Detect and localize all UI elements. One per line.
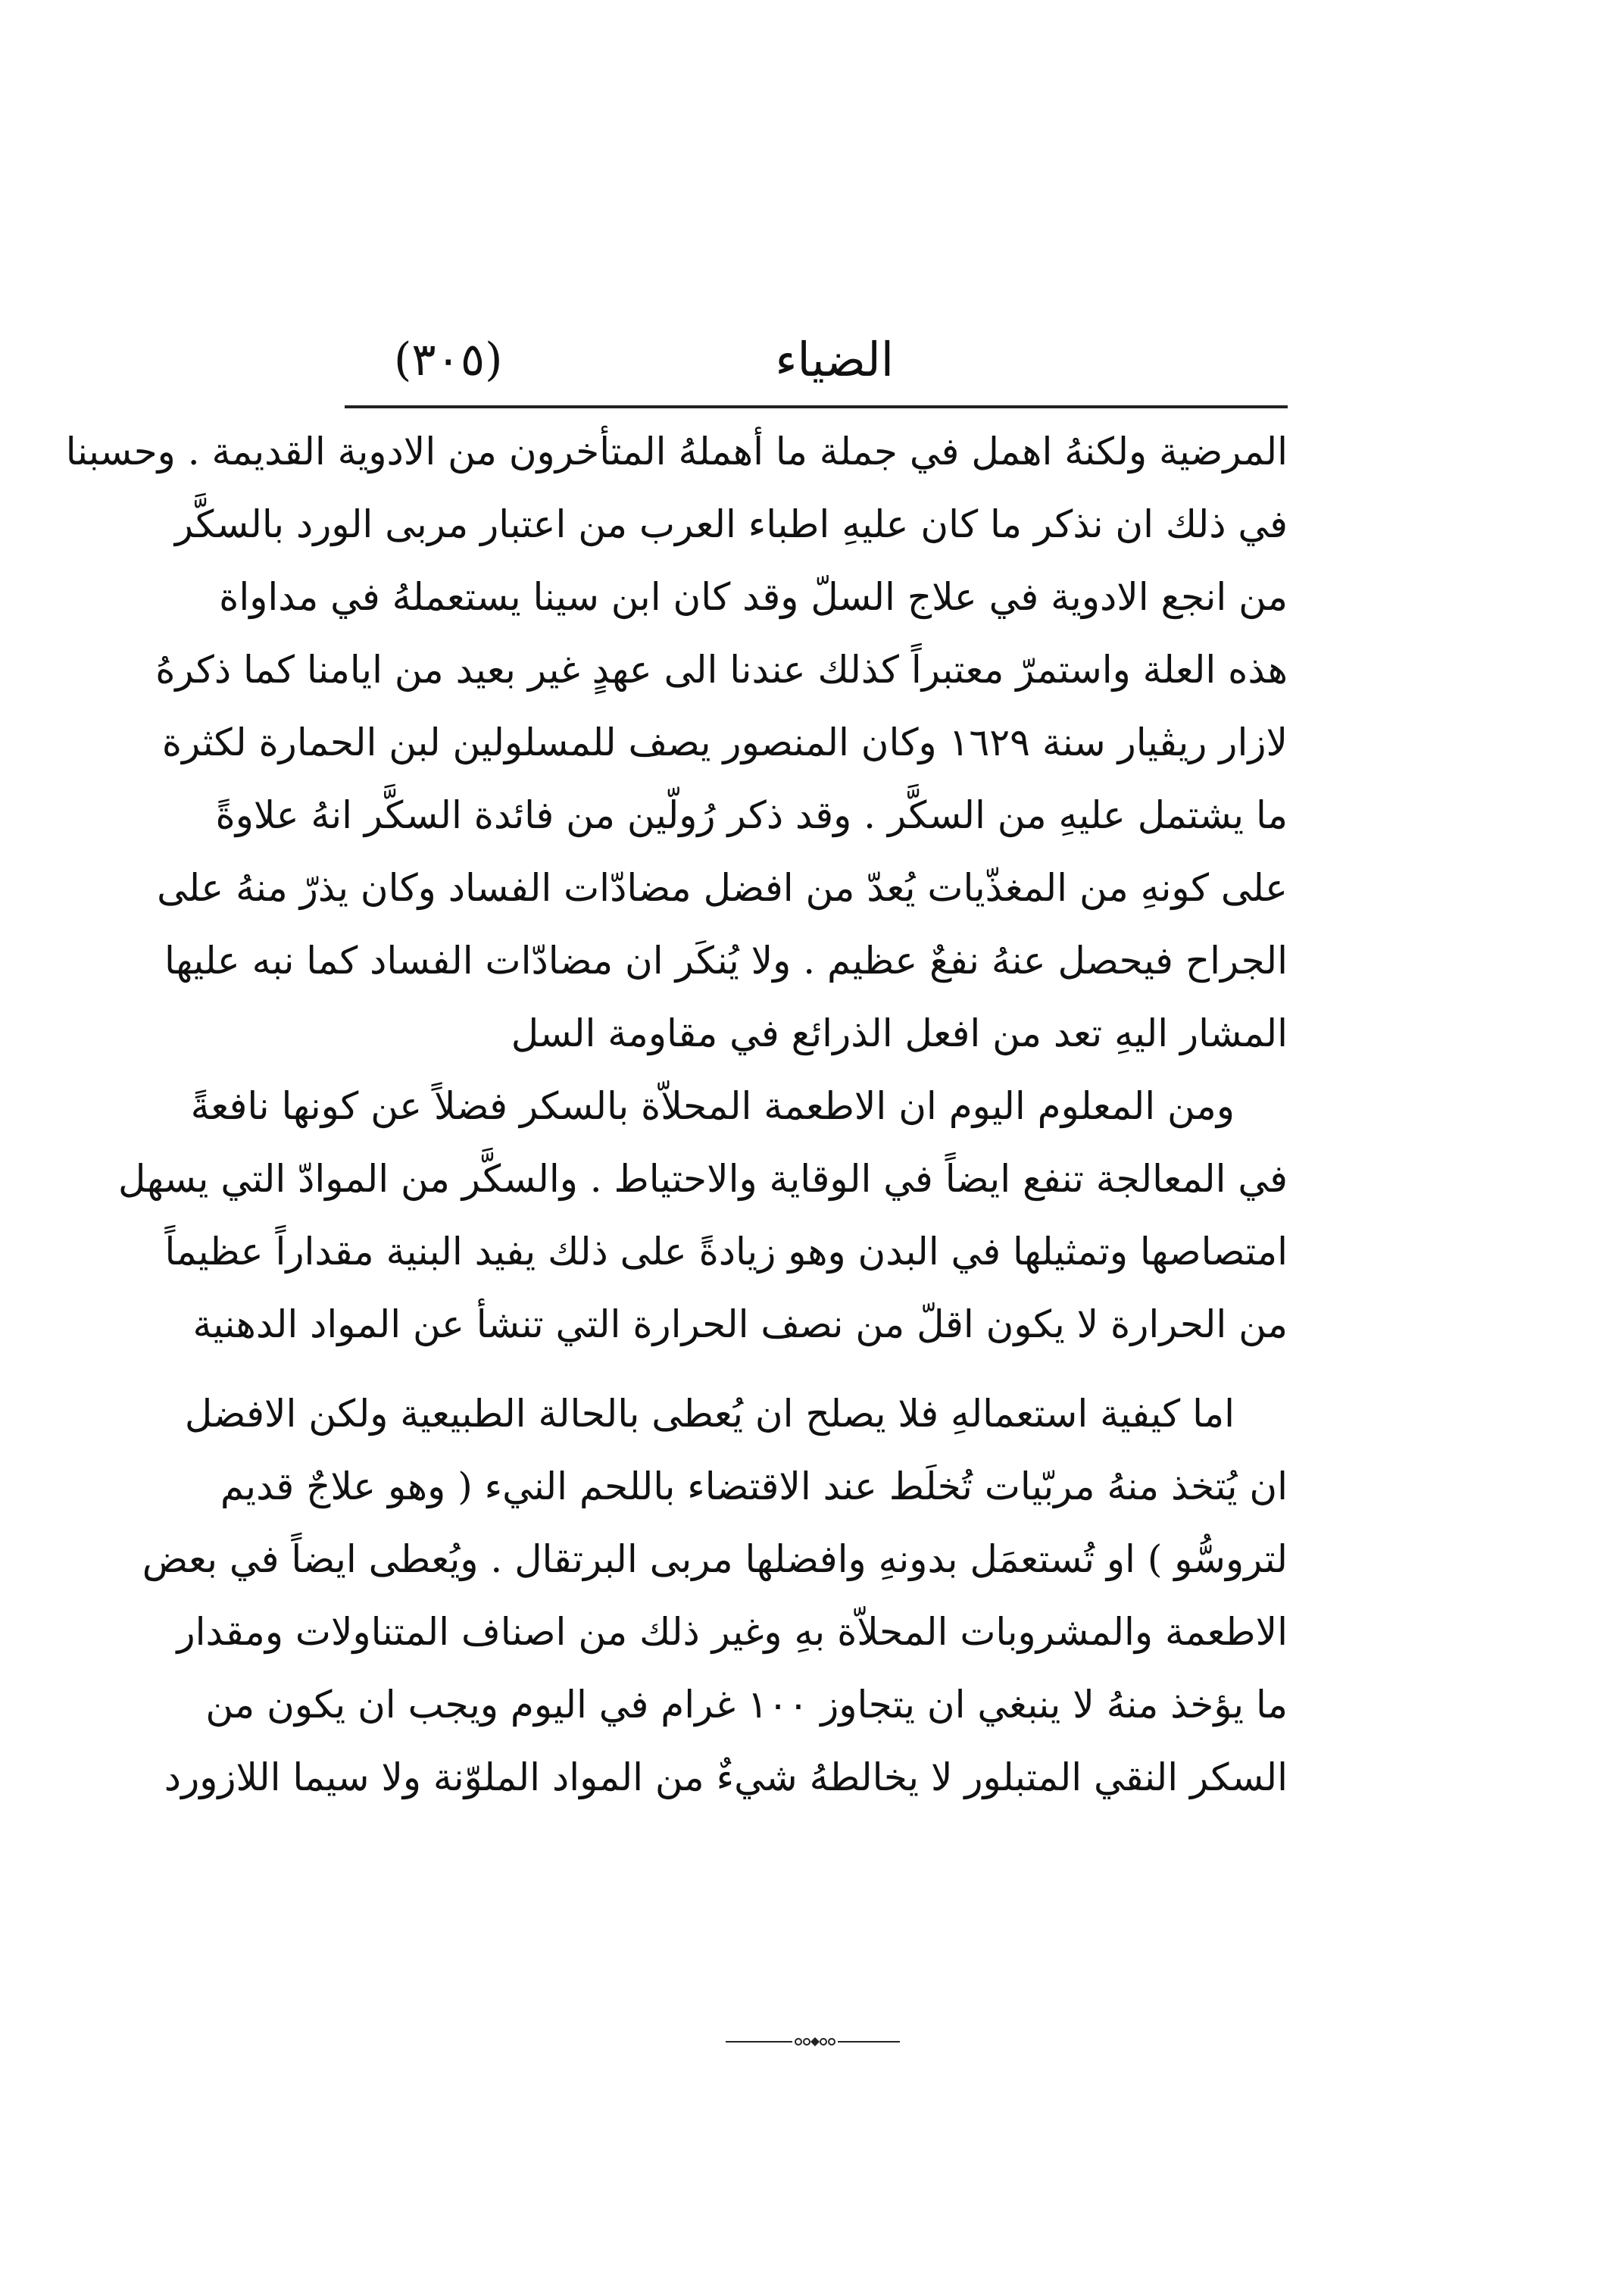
text-line: المرضية ولكنهُ اهمل في جملة ما أهملهُ المتأخرون من الادوية القديمة . وحسبنا: [65, 430, 1288, 474]
text-line: ما يؤخذ منهُ لا ينبغي ان يتجاوز ١٠٠ غرام في اليوم ويجب ان يكون من: [205, 1683, 1288, 1727]
paragraph-3: [142, 1377, 1288, 1814]
text-line: في المعالجة تنفع ايضاً في الوقاية والاحتياط . والسكَّر من الموادّ التي يسهل: [118, 1157, 1288, 1201]
text-line: لتروسُّو ) او تُستعمَل بدونهِ وافضلها مربى البرتقال . ويُعطى ايضاً في بعض: [142, 1537, 1288, 1581]
end-of-section-ornament: [726, 2034, 900, 2049]
header-rule: [345, 405, 1288, 408]
paragraph-2: [118, 1070, 1288, 1361]
text-line: على كونهِ من المغذّيات يُعدّ من افضل مضادّات الفساد وكان يذرّ منهُ على: [157, 866, 1288, 910]
running-title: الضياء: [775, 332, 894, 387]
text-line: المشار اليهِ تعد من افعل الذرائع في مقاومة السل: [511, 1011, 1288, 1055]
text-line: الجراح فيحصل عنهُ نفعٌ عظيم . ولا يُنكَر ان مضادّات الفساد كما نبه عليها: [164, 939, 1288, 983]
page-number: (٣٠٥): [394, 333, 503, 386]
body-text: [65, 415, 1288, 1814]
text-line: في ذلك ان نذكر ما كان عليهِ اطباء العرب من اعتبار مربى الورد بالسكَّر: [174, 502, 1288, 546]
text-line: السكر النقي المتبلور لا يخالطهُ شيءٌ من المواد الملوّنة ولا سيما اللازورد: [164, 1755, 1288, 1799]
text-line: من الحرارة لا يكون اقلّ من نصف الحرارة التي تنشأ عن المواد الدهنية: [192, 1302, 1288, 1346]
paragraph-gap: [345, 1361, 1288, 1377]
text-line: امتصاصها وتمثيلها في البدن وهو زيادةً على ذلك يفيد البنية مقداراً عظيماً: [164, 1230, 1288, 1274]
paragraph-1: [65, 415, 1288, 1070]
text-line: الاطعمة والمشروبات المحلاّة بهِ وغير ذلك من اصناف المتناولات ومقدار: [176, 1610, 1288, 1654]
text-line: هذه العلة واستمرّ معتبراً كذلك عندنا الى عهدٍ غير بعيد من ايامنا كما ذكرهُ: [155, 648, 1288, 692]
text-line: ما يشتمل عليهِ من السكَّر . وقد ذكر رُولّين من فائدة السكَّر انهُ علاوةً: [215, 793, 1288, 837]
text-line: من انجع الادوية في علاج السلّ وقد كان ابن سينا يستعملهُ في مداواة: [219, 575, 1288, 619]
text-line: اما كيفية استعمالهِ فلا يصلح ان يُعطى بالحالة الطبيعية ولكن الافضل: [184, 1392, 1235, 1436]
text-line: ان يُتخذ منهُ مربّيات تُخلَط عند الاقتضاء باللحم النيء ( وهو علاجٌ قديم: [220, 1464, 1288, 1508]
text-line: لازار ريڤيار سنة ١٦٢٩ وكان المنصور يصف للمسلولين لبن الحمارة لكثرة: [161, 720, 1288, 764]
page-header: [348, 318, 1288, 402]
text-line: ومن المعلوم اليوم ان الاطعمة المحلاّة بالسكر فضلاً عن كونها نافعةً: [190, 1084, 1235, 1128]
